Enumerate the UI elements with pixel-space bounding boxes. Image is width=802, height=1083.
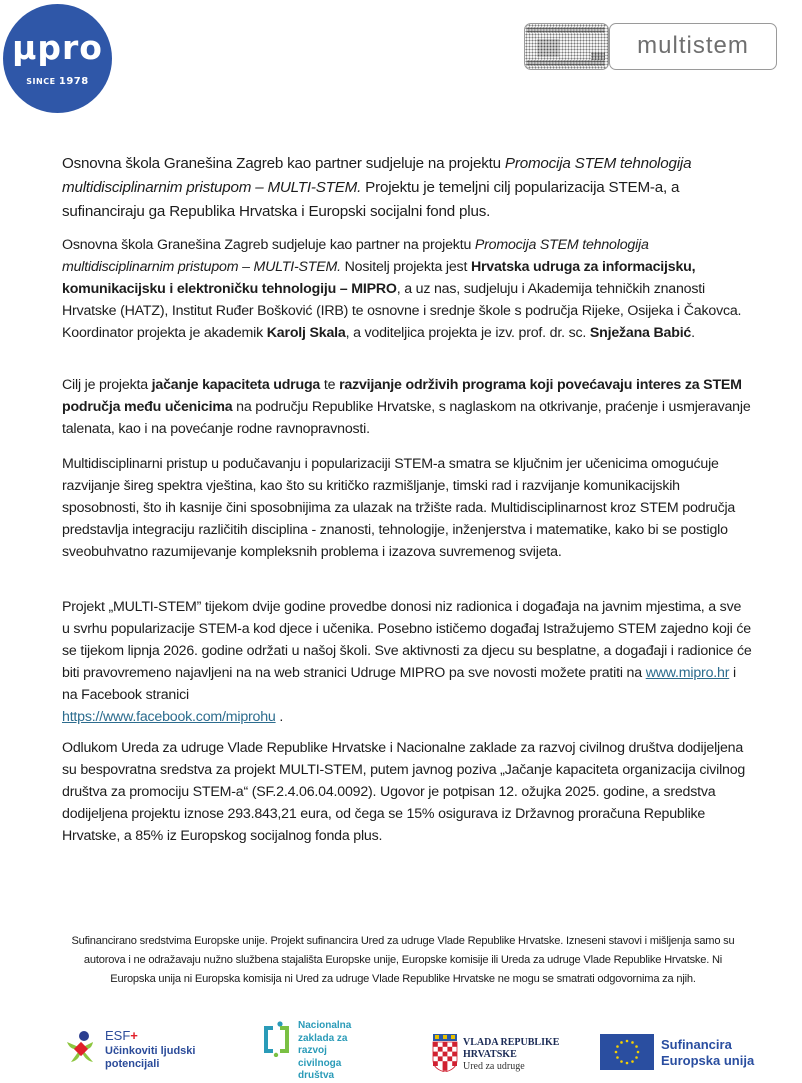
eu-star bbox=[637, 1051, 640, 1054]
multistem-dot-grid-icon bbox=[524, 23, 609, 70]
multistem-logo-word: multistem bbox=[637, 32, 749, 59]
facebook-page-link[interactable]: https://www.facebook.com/miprohu bbox=[62, 709, 276, 725]
eu-star bbox=[616, 1056, 619, 1059]
p3-bold-b: jačanje kapaciteta udruga bbox=[151, 377, 321, 393]
p2-text-c: Nositelj projekta jest bbox=[340, 259, 471, 275]
partners-paragraph bbox=[62, 234, 752, 344]
nzrcd-line: razvoj bbox=[298, 1045, 327, 1056]
esf-subtitle bbox=[105, 1045, 195, 1071]
mipro-since-label: SINCE bbox=[26, 77, 56, 86]
nzrcd-line: društva bbox=[298, 1070, 335, 1081]
nzrcd-text bbox=[298, 1020, 351, 1083]
esf-pinwheel-icon bbox=[63, 1030, 99, 1066]
esf-line3: potencijali bbox=[105, 1058, 160, 1070]
esf-line2: Učinkoviti ljudski bbox=[105, 1045, 196, 1057]
right-bracket-icon bbox=[272, 1021, 296, 1057]
p2-project-lead: Snježana Babić bbox=[589, 325, 692, 341]
funding-paragraph bbox=[62, 737, 752, 847]
vlada-line3: Ured za udruge bbox=[463, 1061, 525, 1072]
p3-text-a: Cilj je projekta bbox=[62, 377, 152, 393]
eu-star bbox=[626, 1040, 629, 1043]
eu-line2: Europska unija bbox=[661, 1053, 755, 1068]
eu-star bbox=[631, 1041, 634, 1044]
eu-star bbox=[616, 1045, 619, 1048]
eu-disclaimer: Sufinancirano sredstvima Europske unije. Projekt sufinancira Ured za udruge Vlade Republike Hrvatske. Izneseni stavovi i mišljenja samo su autorova i ne odražavaju nužno službena stajališta Europske unije, Europske komisije ili Ureda za udruge Vlade Republike Hrvatske. Ni Europska unija ni Europska komisija ni Ured za udruge Vlade Republike Hrvatske ne mogu se smatrati odgovornima za njih. bbox=[71, 935, 735, 985]
eu-star bbox=[626, 1062, 629, 1065]
p3-text-c: te bbox=[320, 377, 340, 393]
multidisciplinary-paragraph bbox=[62, 453, 752, 563]
esf-plus-logo bbox=[63, 1023, 196, 1071]
p3-text-e: na području Republike Hrvatske, s naglaskom na otkrivanje, praćenje i usmjeravanje talenata, kao i na povećanje rodne ravnopravnosti. bbox=[62, 399, 751, 437]
mipro-logo-word: μpro bbox=[12, 28, 103, 67]
p5-text-a: Projekt „MULTI-STEM” tijekom dvije godine provedbe donosi niz radionica i događaja na javnim mjestima, a sve u svrhu popularizacije STEM-a kod djece i učenika. Posebno ističemo događaj Istražujemo STEM zajedno koji će se tijekom lipnja 2026. godine održati u našoj školi. Sve aktivnosti za djecu su besplatne, a događaji i radionice će biti pravovremeno najavljeni na na web stranici Udruge MIPRO pa sve novosti možete pratiti na bbox=[62, 599, 752, 681]
p5-text-b: i na Facebook stranici bbox=[62, 665, 736, 703]
p2-coordinator: Karolj Skala bbox=[266, 325, 346, 341]
vlada-line1: VLADA REPUBLIKE bbox=[463, 1037, 560, 1048]
eu-star bbox=[635, 1045, 638, 1048]
p2-project-holder: Hrvatska udruga za informacijsku, komunikacijsku i elektroničku tehnologiju – MIPRO bbox=[62, 259, 696, 297]
goal-paragraph bbox=[62, 374, 752, 440]
mipro-since-year: 1978 bbox=[58, 76, 89, 87]
p2-text-i: . bbox=[691, 325, 695, 341]
p3-bold-d: razvijanje održivih programa koji povećavaju interes za STEM područja među učenicima bbox=[62, 377, 742, 415]
p2-project-name: Promocija STEM tehnologija multidisciplinarnim pristupom – MULTI-STEM. bbox=[62, 237, 649, 275]
eu-star bbox=[635, 1056, 638, 1059]
p4-text: Multidisciplinarni pristup u podučavanju i popularizaciji STEM-a smatra se ključnim jer učenicima omogućuje razvijanje šireg spektra vještina, kao što su kritičko razmišljanje, timski rad i razvijanje komunikacijskih sposobnosti, što ih kasnije čini sposobnijima za ulazak na tržište rada. Multidisciplinarnost kroz STEM područja predstavlja integraciju različitih disciplina - znanosti, tehnologije, inženjerstva i matematike, kako bi se postiglo sveobuhvatno razumijevanje kompleksnih problema i izazova suvremenog svijeta. bbox=[62, 456, 736, 560]
p6-text: Odlukom Ureda za udruge Vlade Republike Hrvatske i Nacionalne zaklade za razvoj civilnog društva dodijeljena su bespovratna sredstva za projekt MULTI-STEM, putem javnog poziva „Jačanje kapaciteta organizacija civilnog društva za promociju STEM-a“ (SF.2.4.06.04.0092). Ugovor je potpisan 12. ožujka 2025. godine, a sredstva dodijeljena projektu iznose 293.843,21 eura, od čega se 15% osigurava iz Državnog proračuna Republike Hrvatske, a 85% iz Europskog socijalnog fonda plus. bbox=[62, 740, 746, 844]
nzrcd-line: Nacionalna bbox=[298, 1020, 352, 1031]
croatian-coat-of-arms-icon bbox=[432, 1034, 458, 1072]
p1-project-name: Promocija STEM tehnologija multidisciplinarnim pristupom – MULTI-STEM. bbox=[62, 155, 692, 196]
esf-title bbox=[105, 1029, 138, 1043]
eu-line1: Sufinancira bbox=[661, 1037, 732, 1052]
eu-star bbox=[620, 1041, 623, 1044]
vlada-line2: HRVATSKE bbox=[463, 1049, 517, 1060]
eu-flag-icon bbox=[600, 1034, 654, 1070]
multistem-logo bbox=[524, 23, 777, 70]
esf-label: ESF bbox=[105, 1028, 131, 1043]
events-paragraph bbox=[62, 596, 752, 728]
nzrcd-line: civilnoga bbox=[298, 1057, 342, 1069]
eu-star bbox=[631, 1060, 634, 1063]
nzrcd-line: zaklada za bbox=[298, 1032, 348, 1044]
p2-text-e: , a uz nas, sudjeluju i Akademija tehničkih znanosti Hrvatske (HATZ), Institut Ruđer Bošković (IRB) te osnovne i srednje škole s područja Rijeke, Osijeka i Čakovca. Koordinator projekta je akademik bbox=[62, 281, 742, 341]
p1-text-c: Projektu je temeljni cilj popularizacija STEM-a, a sufinanciraju ga Republika Hrvatska i Europski socijalni fond plus. bbox=[62, 179, 680, 220]
nacionalna-zaklada-logo bbox=[262, 1018, 362, 1081]
eu-cofunded-logo bbox=[600, 1034, 760, 1072]
multistem-word-box bbox=[609, 23, 777, 70]
mipro-website-link[interactable]: www.mipro.hr bbox=[645, 665, 730, 681]
mipro-logo-since bbox=[3, 76, 112, 87]
p1-text-a: Osnovna škola Granešina Zagreb kao partner sudjeluje na projektu bbox=[62, 155, 505, 172]
vlada-rh-logo bbox=[432, 1034, 562, 1076]
mipro-logo bbox=[3, 4, 112, 113]
eu-star bbox=[620, 1060, 623, 1063]
p5-text-c: . bbox=[275, 709, 284, 725]
esf-plus: + bbox=[130, 1028, 138, 1043]
p2-text-g: , a voditeljica projekta je izv. prof. dr. sc. bbox=[345, 325, 590, 341]
intro-paragraph bbox=[62, 152, 752, 224]
p2-text-a: Osnovna škola Granešina Zagreb sudjeluje kao partner na projektu bbox=[62, 237, 475, 253]
eu-star bbox=[615, 1051, 618, 1054]
